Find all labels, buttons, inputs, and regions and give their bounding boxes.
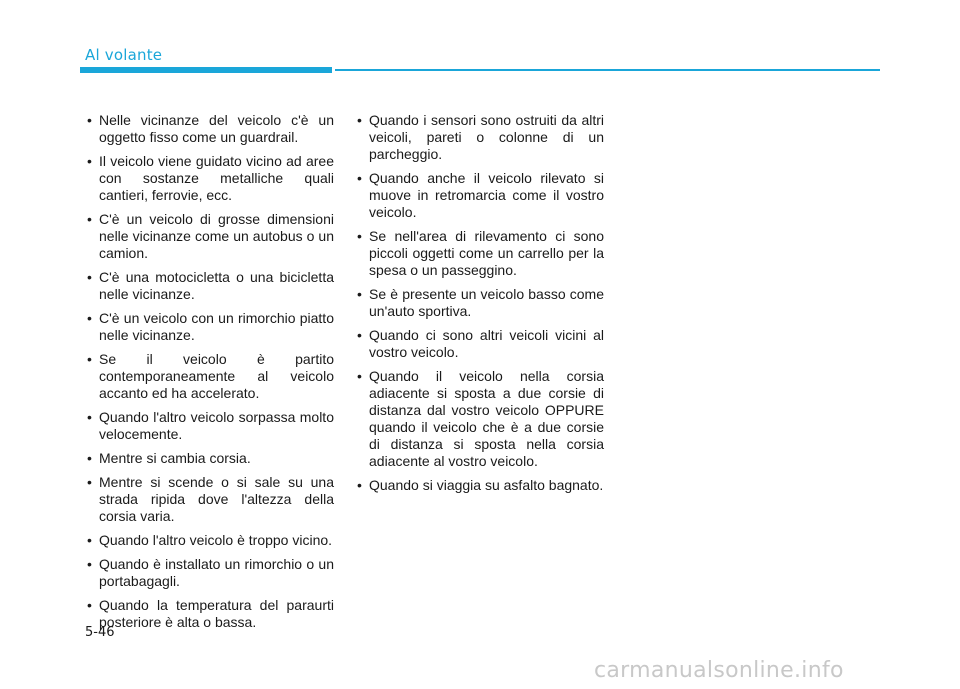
bullet-text: Quando anche il veicolo rilevato si muove in retromarcia come il vostro veicolo. bbox=[369, 170, 604, 220]
bullet-text: C'è un veicolo di grosse dimensioni nelle vicinanze come un autobus o un camion. bbox=[99, 211, 334, 261]
bullet-item bbox=[354, 368, 604, 470]
bullet-item bbox=[84, 310, 334, 344]
header-rule-thick bbox=[80, 67, 332, 73]
bullet-text: Quando ci sono altri veicoli vicini al vostro veicolo. bbox=[369, 327, 604, 360]
watermark-text[interactable]: carmanualsonline.info bbox=[594, 658, 844, 683]
section-title: Al volante bbox=[85, 46, 163, 64]
header-rule-thin bbox=[335, 69, 880, 71]
bullet-dot-icon: • bbox=[87, 351, 92, 367]
bullet-item bbox=[84, 269, 334, 303]
bullet-dot-icon: • bbox=[357, 170, 362, 186]
bullet-item bbox=[84, 474, 334, 525]
bullet-dot-icon: • bbox=[357, 477, 362, 493]
bullet-dot-icon: • bbox=[357, 286, 362, 302]
bullet-dot-icon: • bbox=[87, 112, 92, 128]
bullet-item bbox=[84, 153, 334, 204]
bullet-item bbox=[84, 450, 334, 467]
bullet-dot-icon: • bbox=[357, 112, 362, 128]
bullet-text: Quando il veicolo nella corsia adiacente si sposta a due corsie di distanza dal vostro veicolo OPPURE quando il veicolo che è a due corsie di distanza si sposta nella corsia adiacente al vostro veicolo. bbox=[369, 368, 604, 469]
bullet-dot-icon: • bbox=[87, 556, 92, 572]
bullet-item bbox=[84, 597, 334, 631]
bullet-text: Se nell'area di rilevamento ci sono piccoli oggetti come un carrello per la spesa o un passeggino. bbox=[369, 228, 604, 278]
bullet-dot-icon: • bbox=[357, 228, 362, 244]
left-bullet-list bbox=[84, 112, 334, 638]
page-number: 5-46 bbox=[85, 625, 115, 640]
bullet-item bbox=[84, 556, 334, 590]
bullet-text: Mentre si cambia corsia. bbox=[99, 450, 251, 466]
bullet-item bbox=[354, 112, 604, 163]
bullet-dot-icon: • bbox=[87, 409, 92, 425]
bullet-item bbox=[84, 532, 334, 549]
bullet-item bbox=[84, 211, 334, 262]
bullet-item bbox=[354, 477, 604, 494]
bullet-text: Quando l'altro veicolo è troppo vicino. bbox=[99, 532, 333, 548]
bullet-item bbox=[354, 228, 604, 279]
bullet-item bbox=[84, 351, 334, 402]
bullet-dot-icon: • bbox=[87, 474, 92, 490]
bullet-text: Quando l'altro veicolo sorpassa molto velocemente. bbox=[99, 409, 334, 442]
right-bullet-list bbox=[354, 112, 604, 501]
bullet-text: C'è un veicolo con un rimorchio piatto nelle vicinanze. bbox=[99, 310, 334, 343]
bullet-text: Quando la temperatura del paraurti posteriore è alta o bassa. bbox=[99, 597, 334, 630]
bullet-text: Il veicolo viene guidato vicino ad aree con sostanze metalliche quali cantieri, ferrovie, ecc. bbox=[99, 153, 334, 203]
bullet-dot-icon: • bbox=[87, 211, 92, 227]
bullet-item bbox=[354, 170, 604, 221]
bullet-text: C'è una motocicletta o una bicicletta nelle vicinanze. bbox=[99, 269, 334, 302]
bullet-item bbox=[354, 286, 604, 320]
bullet-text: Quando si viaggia su asfalto bagnato. bbox=[369, 477, 604, 493]
bullet-dot-icon: • bbox=[87, 153, 92, 169]
bullet-dot-icon: • bbox=[87, 310, 92, 326]
bullet-item bbox=[354, 327, 604, 361]
bullet-dot-icon: • bbox=[357, 368, 362, 384]
bullet-text: Se il veicolo è partito contemporaneamente al veicolo accanto ed ha accelerato. bbox=[99, 351, 334, 401]
bullet-dot-icon: • bbox=[87, 597, 92, 613]
bullet-text: Nelle vicinanze del veicolo c'è un oggetto fisso come un guardrail. bbox=[99, 112, 334, 145]
bullet-dot-icon: • bbox=[357, 327, 362, 343]
bullet-item bbox=[84, 409, 334, 443]
bullet-text: Se è presente un veicolo basso come un'auto sportiva. bbox=[369, 286, 604, 319]
bullet-text: Quando i sensori sono ostruiti da altri veicoli, pareti o colonne di un parcheggio. bbox=[369, 112, 604, 162]
bullet-text: Quando è installato un rimorchio o un portabagagli. bbox=[99, 556, 334, 589]
bullet-item bbox=[84, 112, 334, 146]
bullet-dot-icon: • bbox=[87, 450, 92, 466]
bullet-text: Mentre si scende o si sale su una strada ripida dove l'altezza della corsia varia. bbox=[99, 474, 334, 524]
bullet-dot-icon: • bbox=[87, 269, 92, 285]
bullet-dot-icon: • bbox=[87, 532, 92, 548]
